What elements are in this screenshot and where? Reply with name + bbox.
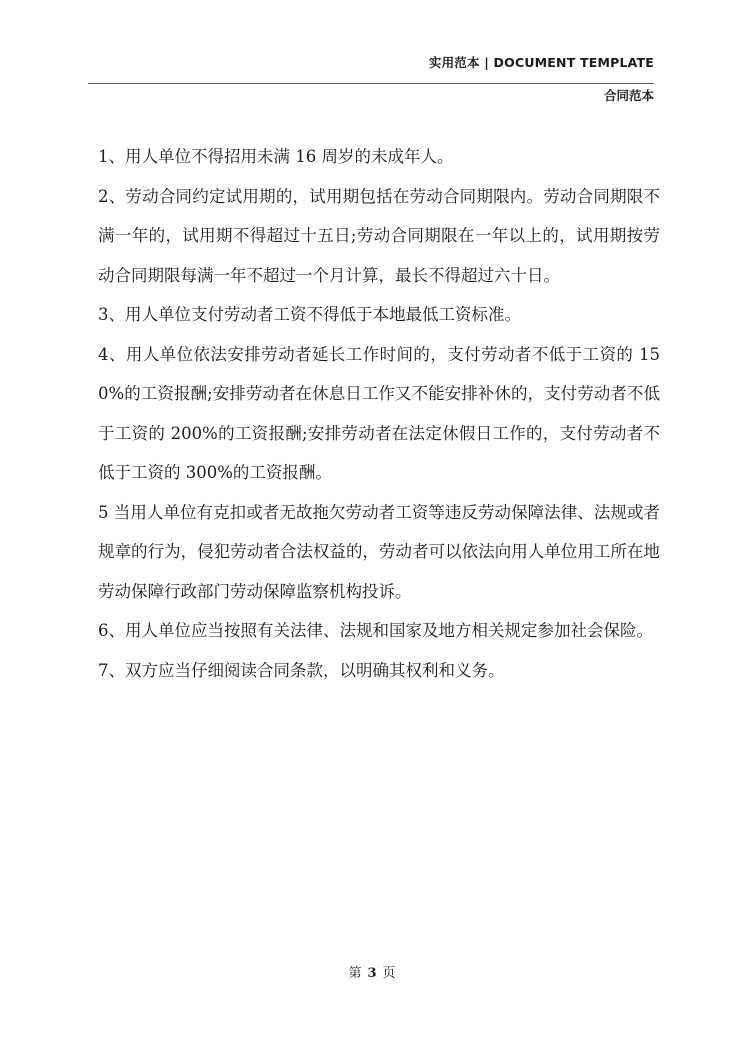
clause-1: 1、用人单位不得招用未满 16 周岁的未成年人。 [98,147,454,166]
page-number: 3 [367,966,377,981]
clause-4: 4、用人单位依法安排劳动者延长工作时间的，支付劳动者不低于工资的 150%的工资报酬;安排劳动者在休息日工作又不能安排补休的，支付劳动者不低于工资的 200%的工资报酬;安排劳动者在法定休假日工作的，支付劳动者不低于工资的 300%的工资报酬。 [98,344,660,482]
clause-7: 7、双方应当仔细阅读合同条款，以明确其权利和义务。 [98,660,505,680]
page-footer [0,962,744,981]
clause-5: 5 当用人单位有克扣或者无故拖欠劳动者工资等违反劳动保障法律、法规或者规章的行为，侵犯劳动者合法权益的，劳动者可以依法向用人单位用工所在地劳动保障行政部门劳动保障监察机构投诉。 [98,502,660,601]
document-body [98,137,660,690]
footer-suffix: 页 [382,966,396,981]
page-header [88,48,654,108]
clause-3: 3、用人单位支付劳动者工资不得低于本地最低工资标准。 [98,305,521,324]
clause-2: 2、劳动合同约定试用期的，试用期包括在劳动合同期限内。劳动合同期限不满一年的，试用期不得超过十五日;劳动合同期限在一年以上的，试用期按劳动合同期限每满一年不超过一个月计算，最长不得超过六十日。 [98,186,660,285]
clause-6: 6、用人单位应当按照有关法律、法规和国家及地方相关规定参加社会保险。 [98,621,653,640]
header-subtitle: 合同范本 [603,88,654,103]
footer-prefix: 第 [348,966,362,981]
header-title: 实用范本 | DOCUMENT TEMPLATE [428,55,654,70]
header-divider [88,83,654,84]
